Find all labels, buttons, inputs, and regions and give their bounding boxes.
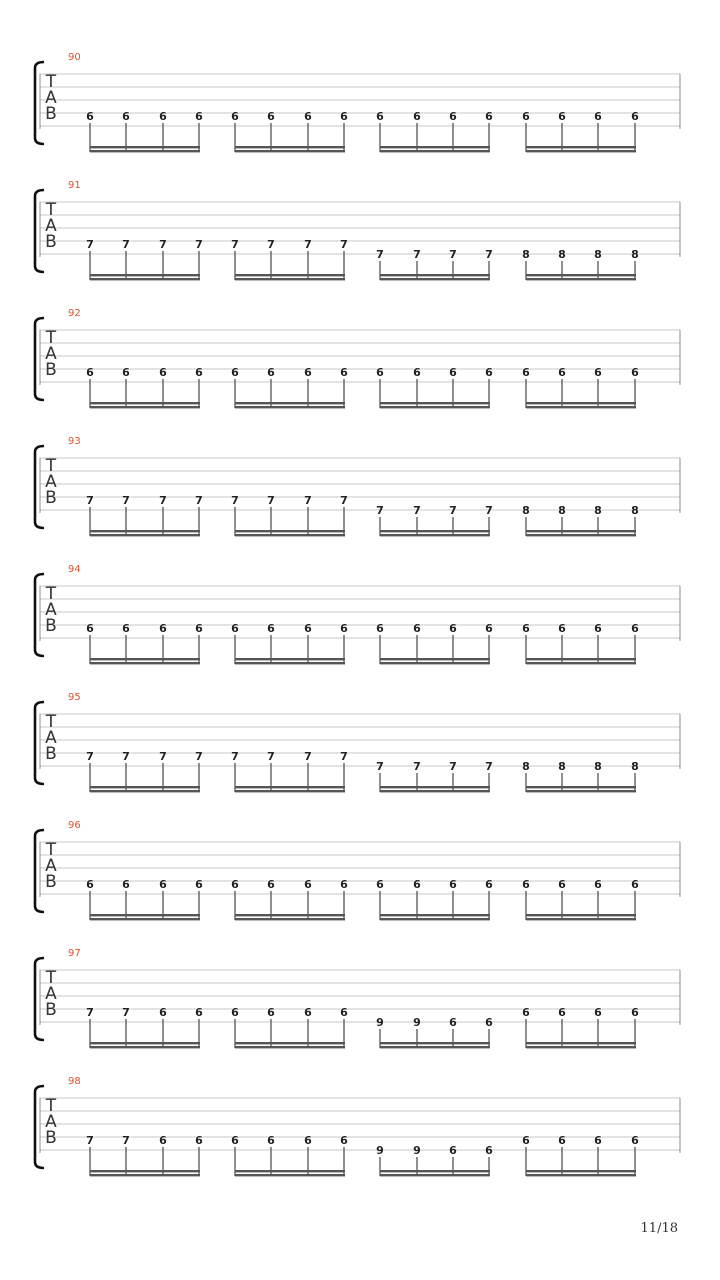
fret-number: 6: [594, 1006, 602, 1019]
fret-number: 7: [413, 760, 421, 773]
fret-number: 6: [195, 878, 203, 891]
fret-number: 7: [413, 248, 421, 261]
beam: [90, 790, 200, 792]
tab-staff: [0, 180, 720, 308]
fret-number: 6: [522, 1006, 530, 1019]
fret-number: 7: [122, 1006, 130, 1019]
fret-number: 9: [413, 1016, 421, 1029]
fret-number: 6: [122, 366, 130, 379]
fret-number: 7: [231, 238, 239, 251]
fret-number: 7: [485, 248, 493, 261]
fret-number: 6: [340, 110, 348, 123]
beam: [90, 1174, 200, 1176]
tab-system: [0, 692, 720, 820]
tab-clef-letter: T: [45, 200, 57, 220]
beam: [526, 1042, 636, 1044]
fret-number: 7: [413, 504, 421, 517]
beam: [380, 658, 490, 660]
fret-number: 7: [304, 494, 312, 507]
fret-number: 7: [195, 750, 203, 763]
beam: [90, 918, 200, 920]
fret-number: 6: [522, 110, 530, 123]
tab-clef-letter: A: [45, 728, 57, 748]
fret-number: 6: [522, 878, 530, 891]
beam: [90, 1046, 200, 1048]
fret-number: 6: [267, 366, 275, 379]
fret-number: 9: [376, 1016, 384, 1029]
fret-number: 7: [86, 1006, 94, 1019]
tab-clef-letter: A: [45, 216, 57, 236]
beam: [380, 146, 490, 148]
fret-number: 6: [195, 110, 203, 123]
tab-clef-letter: A: [45, 1112, 57, 1132]
fret-number: 6: [159, 878, 167, 891]
fret-number: 8: [558, 504, 566, 517]
measure-number: 91: [68, 180, 81, 191]
measure-number: 94: [68, 564, 81, 575]
tab-system: [0, 308, 720, 436]
fret-number: 6: [631, 622, 639, 635]
tab-clef-letter: B: [45, 104, 57, 124]
fret-number: 6: [413, 622, 421, 635]
fret-number: 6: [267, 110, 275, 123]
fret-number: 8: [522, 248, 530, 261]
fret-number: 8: [631, 248, 639, 261]
tab-clef-letter: A: [45, 856, 57, 876]
fret-number: 7: [267, 494, 275, 507]
beam: [526, 658, 636, 660]
beam: [380, 1170, 490, 1172]
fret-number: 6: [159, 1006, 167, 1019]
beam: [526, 1170, 636, 1172]
tab-clef-letter: B: [45, 360, 57, 380]
beam: [235, 662, 345, 664]
fret-number: 6: [449, 1144, 457, 1157]
beam: [380, 918, 490, 920]
beam: [526, 914, 636, 916]
beam: [235, 530, 345, 532]
beam: [380, 278, 490, 280]
fret-number: 6: [267, 878, 275, 891]
tab-system: [0, 52, 720, 180]
beam: [380, 786, 490, 788]
fret-number: 9: [376, 1144, 384, 1157]
beam: [235, 146, 345, 148]
beam: [90, 534, 200, 536]
beam: [90, 530, 200, 532]
measure-number: 96: [68, 820, 81, 831]
fret-number: 6: [594, 622, 602, 635]
tab-system: [0, 436, 720, 564]
beam: [90, 278, 200, 280]
tab-clef-letter: T: [45, 968, 57, 988]
fret-number: 7: [195, 494, 203, 507]
beam: [90, 662, 200, 664]
fret-number: 6: [195, 1006, 203, 1019]
beam: [380, 1046, 490, 1048]
tab-staff: [0, 1076, 720, 1204]
fret-number: 6: [195, 622, 203, 635]
fret-number: 7: [86, 494, 94, 507]
tab-clef-letter: T: [45, 72, 57, 92]
fret-number: 6: [122, 878, 130, 891]
fret-number: 6: [231, 878, 239, 891]
beam: [90, 406, 200, 408]
beam: [526, 786, 636, 788]
tab-system: [0, 1076, 720, 1204]
tab-staff: [0, 692, 720, 820]
fret-number: 6: [631, 1134, 639, 1147]
tab-staff: [0, 820, 720, 948]
fret-number: 6: [594, 366, 602, 379]
beam: [526, 790, 636, 792]
beam: [235, 790, 345, 792]
fret-number: 7: [340, 238, 348, 251]
fret-number: 6: [376, 622, 384, 635]
page-number: 11/18: [640, 1221, 678, 1236]
fret-number: 6: [485, 366, 493, 379]
beam: [90, 658, 200, 660]
fret-number: 7: [159, 494, 167, 507]
tab-staff: [0, 564, 720, 692]
beam: [380, 274, 490, 276]
fret-number: 6: [304, 622, 312, 635]
fret-number: 6: [594, 110, 602, 123]
fret-number: 6: [485, 622, 493, 635]
beam: [235, 1046, 345, 1048]
tab-system: [0, 820, 720, 948]
beam: [380, 406, 490, 408]
tab-clef-letter: B: [45, 1000, 57, 1020]
fret-number: 6: [86, 622, 94, 635]
beam: [235, 402, 345, 404]
fret-number: 6: [195, 1134, 203, 1147]
fret-number: 6: [159, 110, 167, 123]
fret-number: 6: [558, 1006, 566, 1019]
tab-clef-letter: B: [45, 1128, 57, 1148]
fret-number: 7: [86, 1134, 94, 1147]
tab-system: [0, 948, 720, 1076]
fret-number: 6: [594, 878, 602, 891]
fret-number: 6: [413, 366, 421, 379]
fret-number: 6: [304, 366, 312, 379]
beam: [380, 534, 490, 536]
beam: [526, 918, 636, 920]
fret-number: 7: [449, 760, 457, 773]
beam: [235, 150, 345, 152]
tab-staff: [0, 52, 720, 180]
fret-number: 7: [376, 504, 384, 517]
fret-number: 6: [449, 110, 457, 123]
tab-clef-letter: A: [45, 472, 57, 492]
beam: [380, 914, 490, 916]
fret-number: 7: [122, 750, 130, 763]
fret-number: 7: [340, 494, 348, 507]
fret-number: 6: [376, 878, 384, 891]
tab-clef-letter: B: [45, 616, 57, 636]
fret-number: 6: [304, 110, 312, 123]
fret-number: 8: [594, 248, 602, 261]
fret-number: 7: [122, 494, 130, 507]
fret-number: 8: [631, 504, 639, 517]
fret-number: 7: [86, 750, 94, 763]
fret-number: 7: [231, 494, 239, 507]
fret-number: 6: [267, 1006, 275, 1019]
fret-number: 6: [522, 1134, 530, 1147]
fret-number: 6: [122, 110, 130, 123]
beam: [526, 402, 636, 404]
fret-number: 7: [267, 238, 275, 251]
fret-number: 6: [485, 1016, 493, 1029]
fret-number: 7: [159, 750, 167, 763]
fret-number: 7: [231, 750, 239, 763]
beam: [380, 402, 490, 404]
fret-number: 6: [304, 878, 312, 891]
beam: [235, 1170, 345, 1172]
fret-number: 6: [449, 1016, 457, 1029]
fret-number: 6: [86, 366, 94, 379]
beam: [90, 146, 200, 148]
fret-number: 7: [376, 248, 384, 261]
fret-number: 6: [558, 622, 566, 635]
tab-clef-letter: T: [45, 584, 57, 604]
fret-number: 7: [86, 238, 94, 251]
fret-number: 6: [86, 110, 94, 123]
fret-number: 8: [558, 248, 566, 261]
fret-number: 7: [304, 750, 312, 763]
fret-number: 6: [449, 878, 457, 891]
tab-clef-letter: B: [45, 744, 57, 764]
fret-number: 6: [558, 1134, 566, 1147]
fret-number: 9: [413, 1144, 421, 1157]
beam: [526, 662, 636, 664]
fret-number: 8: [594, 504, 602, 517]
fret-number: 6: [522, 622, 530, 635]
beam: [90, 914, 200, 916]
beam: [235, 534, 345, 536]
fret-number: 6: [231, 1006, 239, 1019]
beam: [235, 786, 345, 788]
fret-number: 6: [159, 622, 167, 635]
fret-number: 6: [231, 110, 239, 123]
fret-number: 7: [449, 504, 457, 517]
fret-number: 6: [485, 1144, 493, 1157]
fret-number: 7: [267, 750, 275, 763]
tab-clef-letter: A: [45, 344, 57, 364]
fret-number: 7: [376, 760, 384, 773]
beam: [526, 146, 636, 148]
fret-number: 6: [376, 366, 384, 379]
fret-number: 6: [413, 110, 421, 123]
tab-staff: [0, 436, 720, 564]
fret-number: 6: [340, 366, 348, 379]
beam: [526, 406, 636, 408]
fret-number: 6: [159, 1134, 167, 1147]
beam: [235, 918, 345, 920]
tab-clef-letter: T: [45, 328, 57, 348]
fret-number: 6: [558, 878, 566, 891]
beam: [235, 406, 345, 408]
fret-number: 7: [195, 238, 203, 251]
fret-number: 6: [631, 1006, 639, 1019]
beam: [380, 790, 490, 792]
fret-number: 6: [376, 110, 384, 123]
tab-clef-letter: A: [45, 984, 57, 1004]
fret-number: 6: [485, 878, 493, 891]
beam: [235, 658, 345, 660]
fret-number: 6: [231, 366, 239, 379]
fret-number: 8: [631, 760, 639, 773]
tab-clef-letter: T: [45, 1096, 57, 1116]
fret-number: 6: [631, 878, 639, 891]
beam: [526, 534, 636, 536]
fret-number: 7: [449, 248, 457, 261]
beam: [90, 786, 200, 788]
tab-staff: [0, 948, 720, 1076]
beam: [235, 1042, 345, 1044]
fret-number: 6: [267, 1134, 275, 1147]
fret-number: 6: [522, 366, 530, 379]
measure-number: 97: [68, 948, 81, 959]
beam: [526, 278, 636, 280]
beam: [90, 274, 200, 276]
fret-number: 7: [340, 750, 348, 763]
fret-number: 7: [304, 238, 312, 251]
fret-number: 6: [304, 1006, 312, 1019]
tab-staff: [0, 308, 720, 436]
fret-number: 6: [449, 622, 457, 635]
tab-clef-letter: B: [45, 872, 57, 892]
tab-clef-letter: A: [45, 88, 57, 108]
fret-number: 6: [413, 878, 421, 891]
fret-number: 6: [485, 110, 493, 123]
fret-number: 6: [267, 622, 275, 635]
measure-number: 90: [68, 52, 81, 63]
measure-number: 92: [68, 308, 81, 319]
fret-number: 7: [485, 760, 493, 773]
tab-clef-letter: T: [45, 712, 57, 732]
fret-number: 6: [159, 366, 167, 379]
beam: [90, 1170, 200, 1172]
measure-number: 93: [68, 436, 81, 447]
fret-number: 8: [522, 760, 530, 773]
fret-number: 6: [231, 622, 239, 635]
fret-number: 6: [594, 1134, 602, 1147]
tab-clef-letter: T: [45, 840, 57, 860]
beam: [235, 1174, 345, 1176]
beam: [90, 150, 200, 152]
tab-clef-letter: B: [45, 232, 57, 252]
fret-number: 7: [122, 238, 130, 251]
beam: [526, 1046, 636, 1048]
beam: [380, 1174, 490, 1176]
fret-number: 8: [558, 760, 566, 773]
beam: [235, 274, 345, 276]
beam: [380, 150, 490, 152]
fret-number: 6: [340, 1006, 348, 1019]
measure-number: 98: [68, 1076, 81, 1087]
beam: [90, 1042, 200, 1044]
beam: [380, 662, 490, 664]
tab-clef-letter: A: [45, 600, 57, 620]
beam: [526, 1174, 636, 1176]
fret-number: 6: [195, 366, 203, 379]
fret-number: 6: [86, 878, 94, 891]
beam: [235, 278, 345, 280]
fret-number: 6: [558, 110, 566, 123]
measure-number: 95: [68, 692, 81, 703]
beam: [90, 402, 200, 404]
fret-number: 6: [449, 366, 457, 379]
fret-number: 7: [159, 238, 167, 251]
fret-number: 7: [122, 1134, 130, 1147]
beam: [235, 914, 345, 916]
fret-number: 6: [631, 110, 639, 123]
tab-system: [0, 564, 720, 692]
fret-number: 6: [340, 622, 348, 635]
beam: [380, 530, 490, 532]
tab-clef-letter: B: [45, 488, 57, 508]
fret-number: 6: [231, 1134, 239, 1147]
beam: [526, 150, 636, 152]
fret-number: 6: [304, 1134, 312, 1147]
tab-system: [0, 180, 720, 308]
fret-number: 6: [122, 622, 130, 635]
fret-number: 8: [594, 760, 602, 773]
fret-number: 6: [340, 878, 348, 891]
beam: [526, 530, 636, 532]
fret-number: 7: [485, 504, 493, 517]
tab-clef-letter: T: [45, 456, 57, 476]
fret-number: 6: [558, 366, 566, 379]
beam: [380, 1042, 490, 1044]
fret-number: 8: [522, 504, 530, 517]
fret-number: 6: [340, 1134, 348, 1147]
beam: [526, 274, 636, 276]
fret-number: 6: [631, 366, 639, 379]
